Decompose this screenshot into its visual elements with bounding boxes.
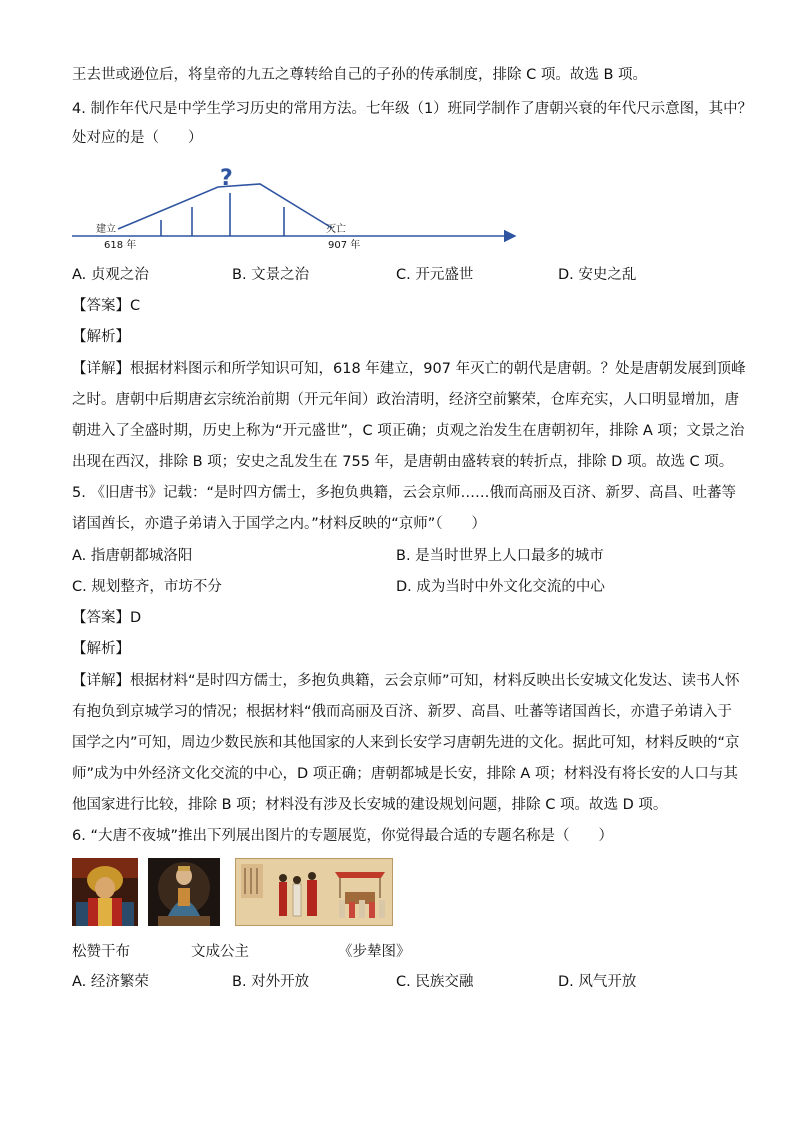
question-5-line-2: 诸国酋长，亦遣子弟请入于国学之内。”材料反映的“京师”（ ） [72, 516, 487, 532]
detail-4-line-1: 【详解】根据材料图示和所学知识可知，618 年建立，907 年灭亡的朝代是唐朝。？处是唐朝发展到顶峰 [72, 361, 746, 377]
detail-5-line-1: 【详解】根据材料“是时四方儒士，多抱负典籍，云会京师”可知，材料反映出长安城文化发达、读书人怀 [72, 673, 740, 689]
start-label: 建立 [96, 224, 116, 235]
q6-option-c: C. 民族交融 [396, 974, 474, 990]
answer-4: 【答案】C [72, 298, 141, 314]
q4-option-d: D. 安史之乱 [558, 267, 637, 283]
end-year-label: 907 年 [328, 240, 361, 251]
question-4-line-2: 处对应的是（ ） [72, 130, 203, 146]
q4-option-b: B. 文景之治 [232, 267, 310, 283]
caption-princess-wencheng: 文成公主 [191, 944, 249, 960]
q5-option-a: A. 指唐朝都城洛阳 [72, 548, 193, 564]
q5-option-d: D. 成为当时中外文化交流的中心 [396, 579, 605, 595]
detail-4-line-2: 之时。唐朝中后期唐玄宗统治前期（开元年间）政治清明，经济空前繁荣，仓库充实，人口明显增加，唐 [72, 392, 739, 408]
detail-5-line-3: 国学之内”可知，周边少数民族和其他国家的人来到长安学习唐朝先进的文化。据此可知，材料反映的“京 [72, 735, 740, 751]
q5-option-c: C. 规划整齐，市坊不分 [72, 579, 222, 595]
start-year-label: 618 年 [104, 240, 137, 251]
question-4-line-1: 4. 制作年代尺是中学生学习历史的常用方法。七年级（1）班同学制作了唐朝兴衰的年代尺示意图，其中？ [72, 101, 753, 117]
songtsen-gampo-image [72, 858, 138, 926]
answer-5: 【答案】D [72, 610, 142, 626]
princess-wencheng-image [148, 858, 220, 926]
detail-5-line-2: 有抱负到京城学习的情况；根据材料“俄而高丽及百济、新罗、高昌、吐蕃等诸国酋长，亦遣子弟请入于 [72, 704, 733, 720]
question-5-line-1: 5. 《旧唐书》记载：“是时四方儒士，多抱负典籍，云会京师……俄而高丽及百济、新罗、高昌、吐蕃等 [72, 485, 736, 501]
caption-bu-nian-tu: 《步辇图》 [338, 944, 411, 960]
analysis-5-heading: 【解析】 [72, 641, 130, 657]
bu-nian-tu-image [235, 858, 393, 926]
question-6-line-1: 6. “大唐不夜城”推出下列展出图片的专题展览，你觉得最合适的专题名称是（ ） [72, 828, 613, 844]
q6-option-a: A. 经济繁荣 [72, 974, 149, 990]
detail-4-line-3: 朝进入了全盛时期，历史上称为“开元盛世”，C 项正确；贞观之治发生在唐朝初年，排除 A 项；文景之治 [72, 423, 745, 439]
caption-songtsen-gampo: 松赞干布 [72, 944, 130, 960]
detail-4-line-4: 出现在西汉，排除 B 项；安史之乱发生在 755 年，是唐朝由盛转衰的转折点，排除 D 项。故选 C 项。 [72, 454, 734, 470]
detail-5-line-5: 他国家进行比较，排除 B 项；材料没有涉及长安城的建设规划问题，排除 C 项。故选 D 项。 [72, 797, 668, 813]
timeline-ticks [161, 193, 284, 236]
tang-timeline-diagram [70, 160, 520, 252]
q6-option-b: B. 对外开放 [232, 974, 310, 990]
q6-option-d: D. 风气开放 [558, 974, 637, 990]
q4-option-c: C. 开元盛世 [396, 267, 474, 283]
end-label: 灭亡 [326, 224, 346, 235]
detail-5-line-4: 师”成为中外经济文化交流的中心，D 项正确；唐朝都城是长安，排除 A 项；材料没有将长安的人口与其 [72, 766, 738, 782]
q5-option-b: B. 是当时世界上人口最多的城市 [396, 548, 604, 564]
text-line-1: 王去世或逊位后，将皇帝的九五之尊转给自己的子孙的传承制度，排除 C 项。故选 B 项。 [72, 67, 648, 83]
q4-option-a: A. 贞观之治 [72, 267, 149, 283]
question-mark-label: ? [220, 166, 233, 191]
analysis-4-heading: 【解析】 [72, 329, 130, 345]
